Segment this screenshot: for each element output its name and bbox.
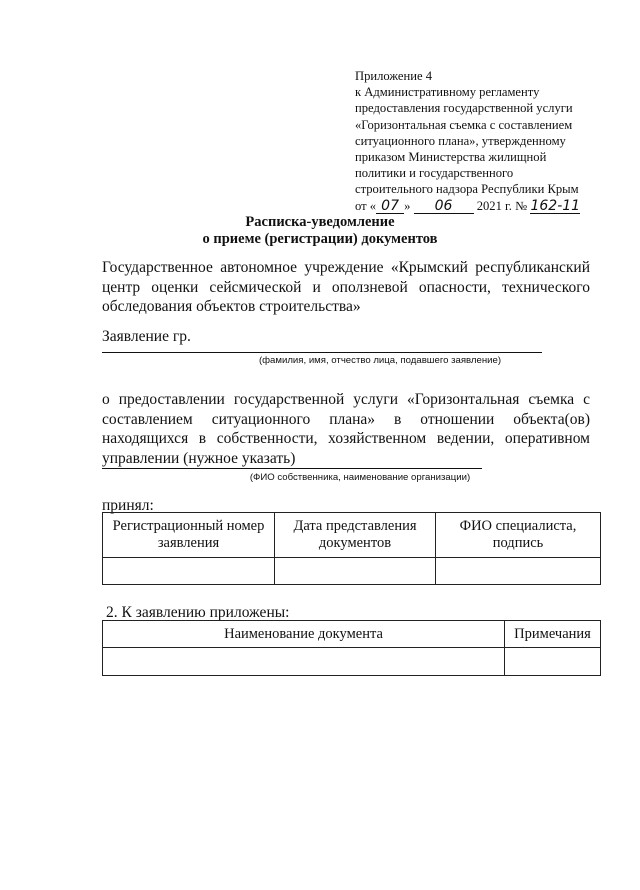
table-row	[103, 648, 601, 676]
handwritten-month: 06	[414, 200, 474, 214]
service-paragraph	[102, 390, 590, 468]
table-row	[103, 558, 601, 585]
date-mid: »	[404, 198, 411, 213]
institution-text: Государственное автономное учреждение «Крымский республиканский центр оценки сейсмической и оползневой опасности, технического обследования объектов строительства»	[102, 259, 590, 315]
notes-cell[interactable]	[505, 648, 601, 676]
applicant-caption: (фамилия, имя, отчество лица, подавшего заявление)	[258, 355, 502, 366]
appendix-date-line	[355, 198, 600, 214]
date-prefix: от «	[355, 198, 377, 213]
registration-table	[102, 512, 601, 585]
header-notes: Примечания	[505, 621, 601, 648]
appendix-line: к Административному регламенту	[355, 85, 540, 100]
title-line-2: о приеме (регистрации) документов	[202, 231, 438, 247]
owner-fill-line[interactable]	[102, 468, 482, 469]
applicant-fill-line[interactable]	[102, 352, 542, 353]
header-registration-number: Регистрационный номер заявления	[103, 513, 275, 558]
handwritten-order-number: 162-11	[530, 197, 581, 214]
handwritten-day: 07	[376, 200, 404, 214]
appendix-line: строительного надзора Республики Крым	[355, 182, 579, 197]
registration-number-cell[interactable]	[103, 558, 275, 585]
header-submission-date: Дата представления документов	[275, 513, 436, 558]
institution-paragraph	[102, 258, 590, 317]
table-header-row	[103, 513, 601, 558]
appendix-line: «Горизонтальная съемка с составлением	[355, 117, 573, 132]
date-year: 2021 г. №	[476, 198, 528, 213]
submission-date-cell[interactable]	[275, 558, 436, 585]
appendix-line: Приложение 4	[355, 69, 433, 83]
appendix-line: предоставления государственной услуги	[355, 101, 573, 116]
applicant-label: Заявление гр.	[102, 328, 191, 345]
table-header-row	[103, 621, 601, 648]
attachments-table	[102, 620, 601, 676]
document-title	[0, 214, 640, 248]
service-text: о предоставлении государственной услуги «Горизонтальная съемка с составлением ситуационного плана» в отношении объекта(ов) находящихся в собственности, хозяйственном ведении, оперативном управлении (нужное указать)	[102, 391, 590, 467]
appendix-line: ситуационного плана», утвержденному	[355, 133, 566, 148]
accepted-label: принял:	[102, 497, 154, 514]
title-line-1: Расписка-уведомление	[245, 214, 395, 230]
header-document-name: Наименование документа	[103, 621, 505, 648]
appendix-block	[355, 68, 600, 214]
attachments-label: 2. К заявлению приложены:	[106, 604, 290, 621]
appendix-line: политики и государственного	[355, 166, 514, 181]
header-specialist-signature: ФИО специалиста, подпись	[436, 513, 601, 558]
document-name-cell[interactable]	[103, 648, 505, 676]
specialist-signature-cell[interactable]	[436, 558, 601, 585]
appendix-line: приказом Министерства жилищной	[355, 150, 547, 165]
owner-caption: (ФИО собственника, наименование организации)	[249, 472, 471, 483]
